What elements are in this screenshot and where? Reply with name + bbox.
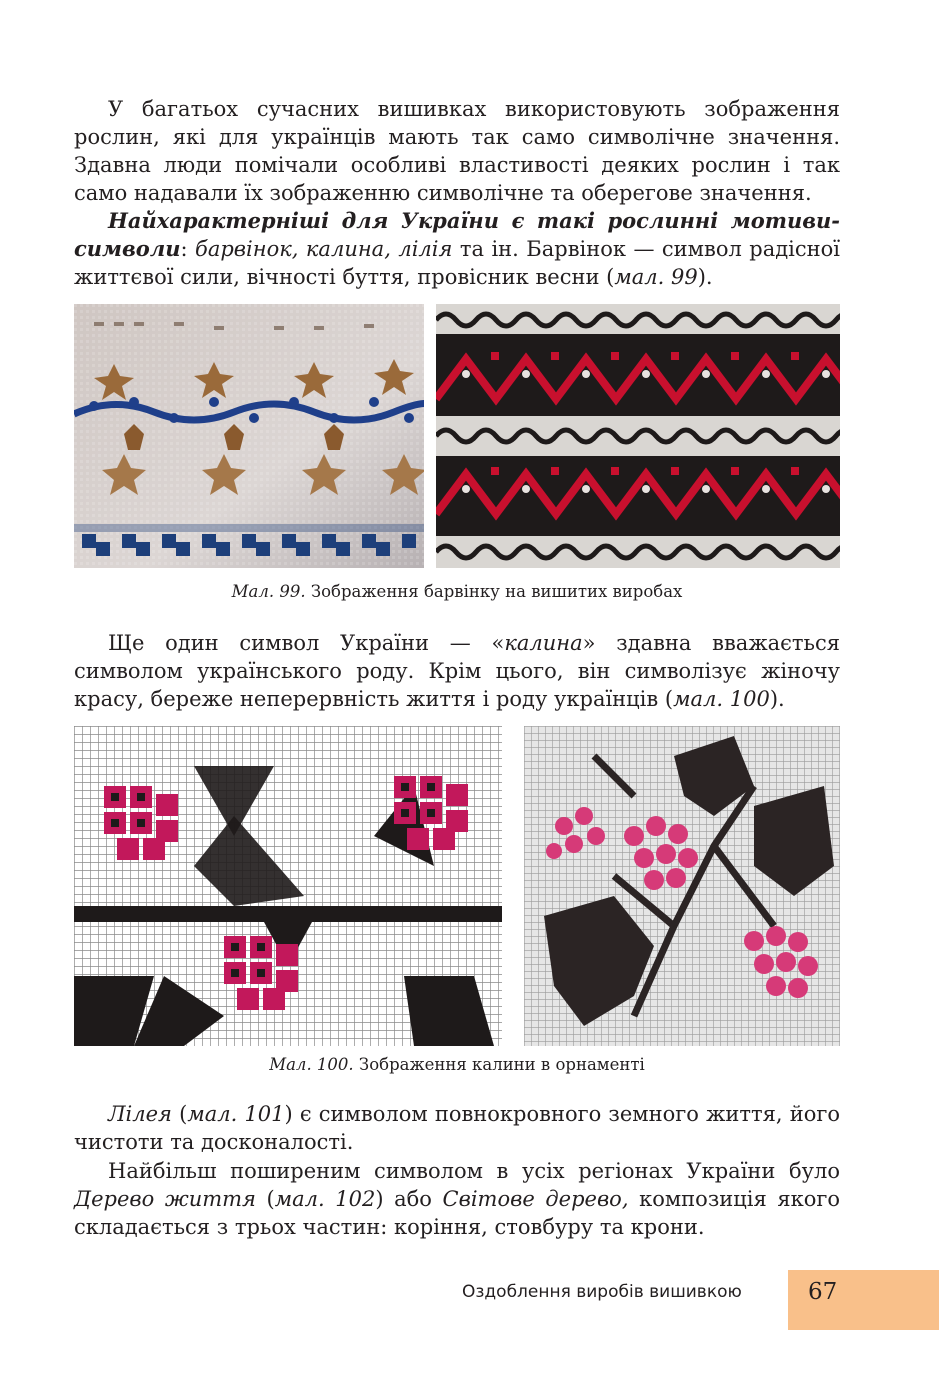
paragraph-plant-motifs <box>74 207 840 291</box>
plant-list: барвінок, калина, лілія <box>195 237 453 261</box>
figure-100-caption <box>74 1054 840 1076</box>
figure-99-label: Мал. 99. <box>231 582 306 601</box>
paragraph-tree-of-life <box>74 1157 840 1241</box>
periwinkle-embroidery-image-right <box>436 304 840 568</box>
periwinkle-description: та ін. Барвінок — символ радісної життєвої сили, вічності буття, провісник весни ( <box>74 237 840 289</box>
figure-ref-99: мал. 99 <box>614 265 698 289</box>
figure-ref-100: мал. 100 <box>673 687 770 711</box>
kalyna-pattern-image-right <box>524 726 840 1046</box>
tree-text-a: Найбільш поширеним символом в усіх регіонах України було <box>108 1159 840 1183</box>
figure-99-text: Зображення барвінку на вишитих виробах <box>305 582 683 601</box>
periwinkle-embroidery-image-left <box>74 304 424 568</box>
paragraph-intro <box>74 95 840 207</box>
figure-ref-101: мал. 101 <box>187 1102 285 1126</box>
tree-text-d: композиція якого складається з трьох частин: коріння, стовбуру та крони. <box>74 1187 840 1239</box>
paragraph-lily <box>74 1100 840 1156</box>
colon: : <box>180 237 196 261</box>
tree-text-c: ) або <box>375 1187 443 1211</box>
section-title: Оздоблення виробів вишивкою <box>462 1282 742 1302</box>
page-number: 67 <box>808 1279 838 1305</box>
kalyna-pattern-left <box>74 726 502 1046</box>
figure-100-label: Мал. 100. <box>269 1055 354 1074</box>
kalyna-word: калина <box>504 631 583 655</box>
figure-99-caption <box>74 581 840 603</box>
paren-close-100: ). <box>769 687 785 711</box>
periwinkle-embroidery-photo-left <box>74 304 424 568</box>
kalyna-text-b: » здавна вважається символом українського роду. Крім цього, він символізує жіночу красу, береже неперервність життя і роду українців ( <box>74 631 840 711</box>
kalyna-text-a: Ще один символ України — « <box>108 631 505 655</box>
figure-ref-102: мал. 102 <box>274 1187 376 1211</box>
paren-close: ). <box>697 265 713 289</box>
lily-text: ) є символом повнокровного земного життя, його чистоти та досконалості. <box>74 1102 840 1154</box>
figure-100-text: Зображення калини в орнаменті <box>353 1055 645 1074</box>
periwinkle-embroidery-photo-right <box>436 304 840 568</box>
kalyna-pattern-right <box>524 726 840 1046</box>
lily-paren-open: ( <box>171 1102 188 1126</box>
world-tree-word: Світове дерево, <box>442 1187 629 1211</box>
tree-paren-open: ( <box>255 1187 275 1211</box>
paragraph-intro-text: У багатьох сучасних вишивках використовують зображення рослин, які для українців мають так само символічне значення. Здавна люди помічали особливі властивості деяких рослин і так само надавали їх зображенню символічне та оберегове значення. <box>74 97 840 205</box>
kalyna-pattern-image-left <box>74 726 502 1046</box>
lily-word: Лілея <box>108 1102 172 1126</box>
paragraph-kalyna <box>74 629 840 713</box>
tree-of-life-word: Дерево життя <box>74 1187 256 1211</box>
plant-motifs-heading: Найхарактерніші для України є такі рослинні мотиви-символи <box>74 208 840 261</box>
